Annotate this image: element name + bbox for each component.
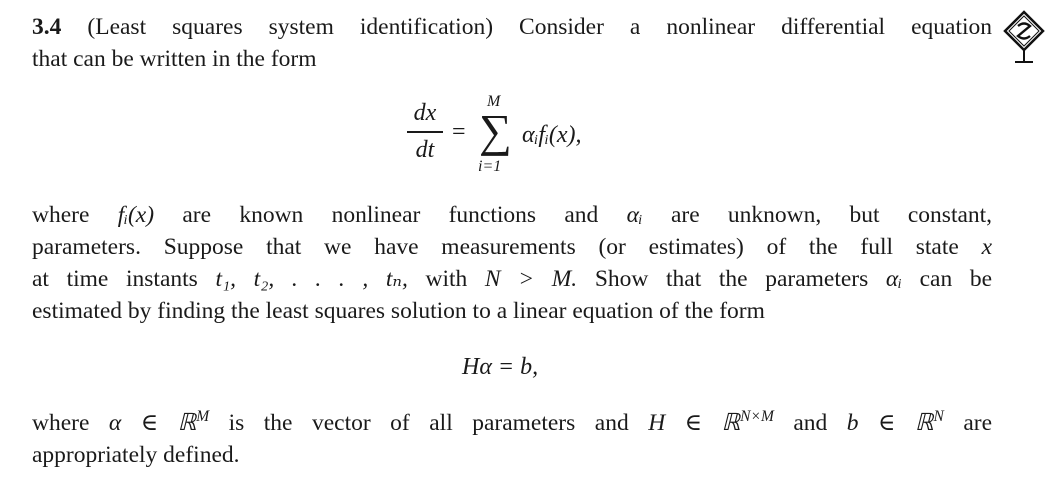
math-x: x	[981, 234, 993, 260]
text-can-be: can be	[919, 266, 993, 292]
summand: αᵢfᵢ(x),	[522, 122, 582, 148]
text-where-2: where	[32, 410, 90, 436]
text-vector-of-parameters: is the vector of all parameters and	[228, 410, 629, 436]
text-with: with	[425, 266, 468, 292]
fraction-bar	[407, 131, 443, 133]
problem-number: 3.4	[32, 14, 62, 40]
sum-lower-limit: i=1	[478, 158, 502, 175]
summation-sigma: ∑	[479, 105, 512, 156]
text-where: where	[32, 202, 90, 228]
text-are: are	[963, 410, 993, 436]
math-alpha-i: αᵢ	[626, 202, 643, 228]
math-alpha-i-2: αᵢ	[885, 266, 902, 292]
text-unknown-constant: are unknown, but constant,	[670, 202, 993, 228]
closing-line-2: appropriately defined.	[32, 442, 240, 468]
sup-n-by-m: N×M	[740, 408, 774, 426]
sum-upper-limit: M	[487, 93, 501, 110]
sup-m: M	[196, 408, 210, 426]
differential-equation	[0, 0, 1057, 200]
text-show-parameters: Show that the parameters	[594, 266, 869, 292]
text-known-functions: are known nonlinear functions and	[182, 202, 599, 228]
math-h-in-r: H ∈ ℝ	[648, 410, 741, 436]
paragraph-line-1	[32, 200, 992, 230]
paragraph-line-4: estimated by finding the least squares solution to a linear equation of the form	[32, 298, 765, 324]
intro-text: Consider a nonlinear differential equation	[519, 14, 993, 40]
paragraph-line-2	[32, 232, 992, 262]
problem-title: (Least squares system identification)	[87, 14, 494, 40]
math-n-greater-m: N > M.	[484, 266, 578, 292]
math-time-sequence: t₁, t₂, . . . , tₙ,	[215, 266, 408, 292]
math-fi-of-x: fᵢ(x)	[117, 202, 155, 228]
math-alpha-in-r: α ∈ ℝ	[108, 410, 197, 436]
math-b-in-r: b ∈ ℝ	[846, 410, 934, 436]
text-time-instants: at time instants	[32, 266, 198, 292]
text-and: and	[793, 410, 828, 436]
closing-line-1	[32, 408, 992, 438]
fraction-denominator: dt	[415, 137, 435, 163]
text-measurements: parameters. Suppose that we have measurements (or estimates) of the full state	[32, 234, 959, 260]
equals-sign: =	[452, 119, 466, 145]
linear-equation: Hα = b,	[462, 354, 539, 380]
paragraph-line-3	[32, 264, 992, 294]
fraction-numerator: dx	[413, 100, 437, 126]
intro-line-2: that can be written in the form	[32, 46, 317, 72]
sup-n: N	[933, 408, 944, 426]
dangerous-bend-sign-icon	[1003, 10, 1045, 66]
